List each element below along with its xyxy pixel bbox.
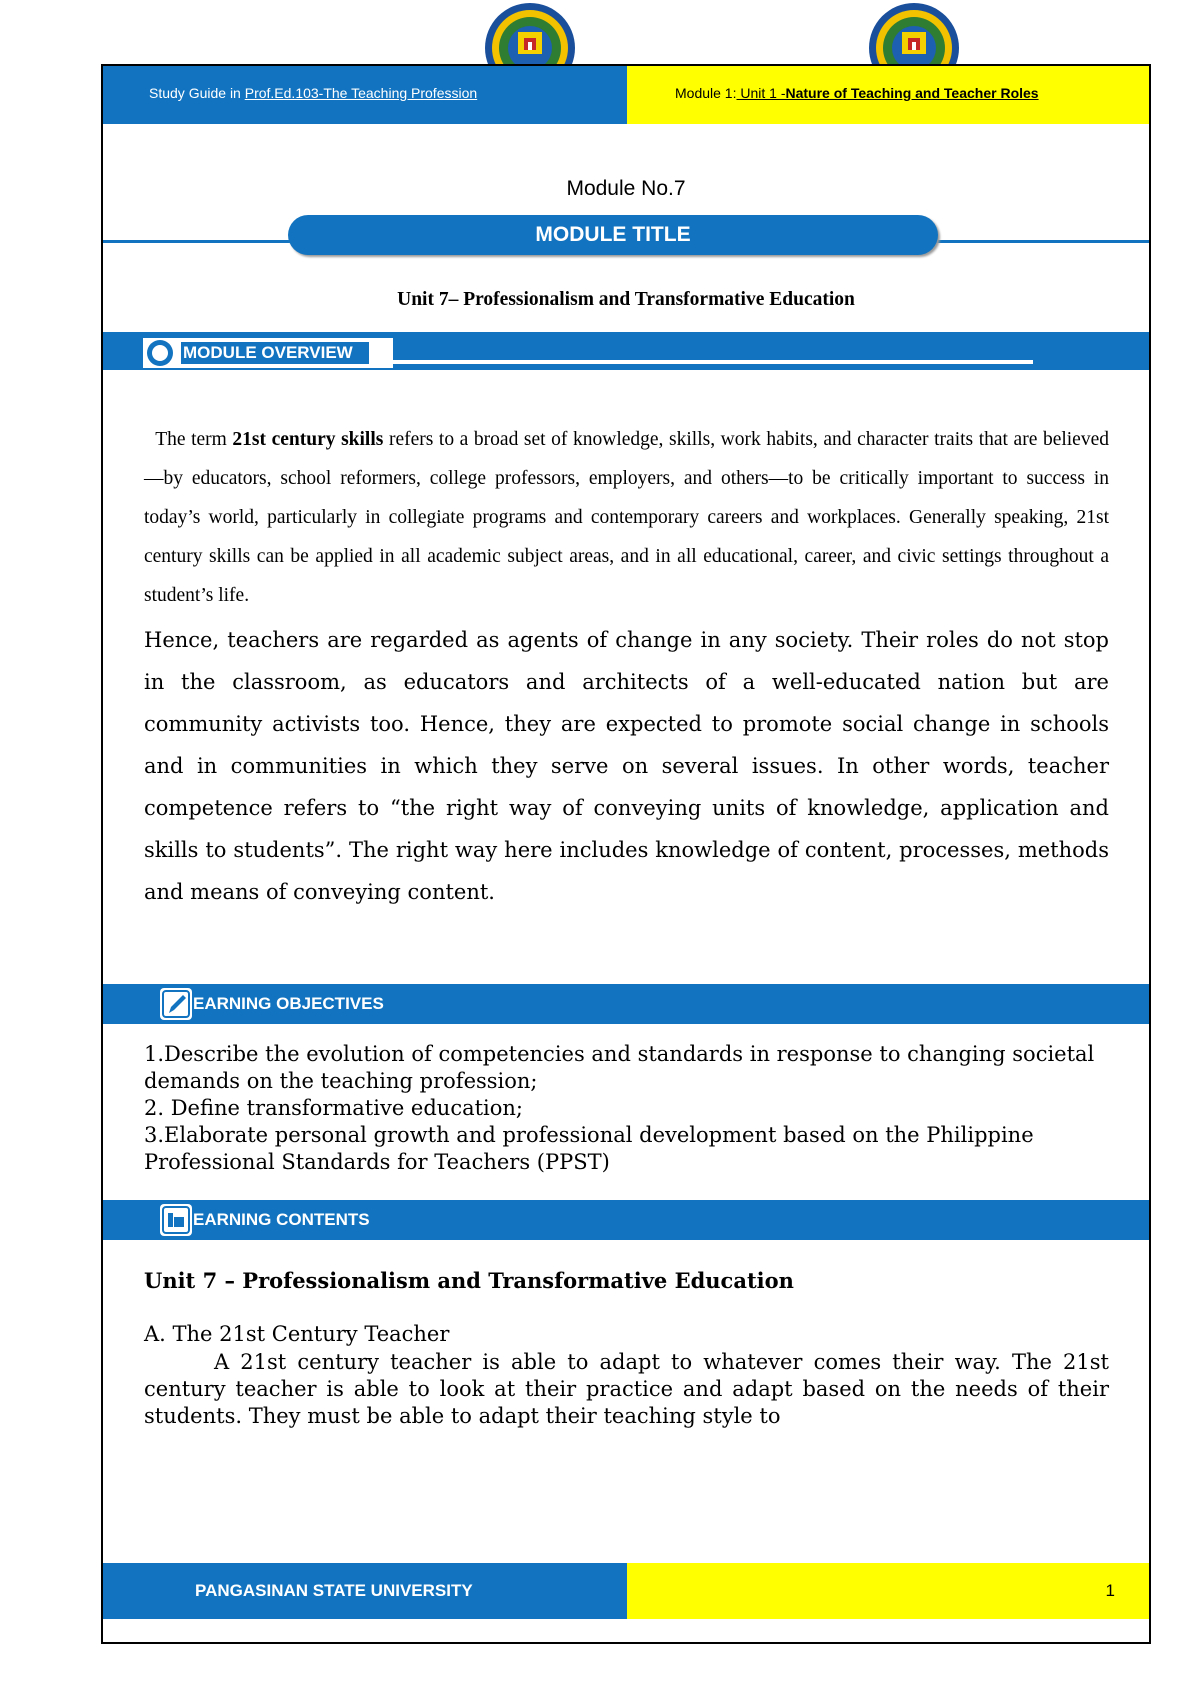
book-icon (159, 1203, 193, 1237)
learning-objectives-label: EARNING OBJECTIVES (193, 994, 384, 1013)
university-seal-left (484, 2, 576, 66)
footer-right-panel (627, 1563, 1149, 1619)
overview-intro: The term 21st century skills refers to a broad set of knowledge, skills, work habits, and character traits that are believed—by educators, school reformers, college professors, employers, and others—to be critically important to success in today’s world, particularly in collegiate programs and contemporary careers and workplaces. Generally speaking, 21st century skills can be applied in all academic subject areas, and in all educational, career, and civic settings throughout a student’s life. (144, 429, 1109, 606)
study-guide-label: Study Guide in Prof.Ed.103-The Teaching Profession (149, 85, 478, 101)
module-overview-band (103, 332, 1149, 370)
course-link[interactable]: Prof.Ed.103-The Teaching Profession (244, 85, 478, 101)
pencil-icon (159, 987, 193, 1021)
objective-item: 1.Describe the evolution of competencies and standards in response to changing societal demands on the teaching profession; (144, 1042, 1095, 1093)
module-label: Module 1: Unit 1 -Nature of Teaching and Teacher Roles (675, 85, 1039, 101)
contents-heading: Unit 7 – Professionalism and Transformative Education (144, 1268, 794, 1293)
study-guide-page (101, 64, 1151, 1644)
university-name: PANGASINAN STATE UNIVERSITY (195, 1581, 473, 1600)
module-number: Module No.7 (566, 177, 686, 200)
page-number: 1 (1105, 1581, 1115, 1600)
page-header (103, 66, 1149, 124)
overview-body: Hence, teachers are regarded as agents of change in any society. Their roles do not stop in the classroom, as educators and architects of a well-educated nation but are community activists too. Hence, they are expected to promote social change in schools and in communities in which they serve on several issues. In other words, teacher competence refers to “the right way of conveying units of knowledge, application and skills to students”. The right way here includes knowledge of content, processes, methods and means of conveying content. (144, 628, 1109, 904)
keyword-21st-century-skills: 21st century skills (232, 429, 384, 450)
university-seal-right (868, 2, 960, 66)
learning-contents-label: EARNING CONTENTS (193, 1210, 370, 1229)
section-a-paragraph: A 21st century teacher is able to adapt to whatever comes their way. The 21st century teacher is able to look at their practice and adapt based on the needs of their students. They must be able to adapt their teaching style to (144, 1350, 1109, 1428)
module-overview-label: MODULE OVERVIEW (181, 342, 369, 364)
section-a-heading: A. The 21st Century Teacher (144, 1322, 450, 1346)
objective-item: 3.Elaborate personal growth and professional development based on the Philippine Professional Standards for Teachers (PPST) (144, 1123, 1034, 1174)
module-title-banner: MODULE TITLE (288, 215, 938, 255)
module-topic: Nature of Teaching and Teacher Roles (785, 85, 1039, 101)
target-icon (145, 338, 175, 368)
module-overview-header (143, 338, 393, 370)
objectives-list (144, 1041, 1109, 1176)
learning-contents-band (103, 1200, 1149, 1240)
footer-left-panel (103, 1563, 627, 1619)
learning-objectives-band (103, 984, 1149, 1024)
objective-item: 2. Define transformative education; (144, 1096, 523, 1120)
header-left-panel (103, 66, 627, 124)
unit-title: Unit 7– Professionalism and Transformative Education (397, 289, 855, 310)
header-right-panel (627, 66, 1149, 124)
